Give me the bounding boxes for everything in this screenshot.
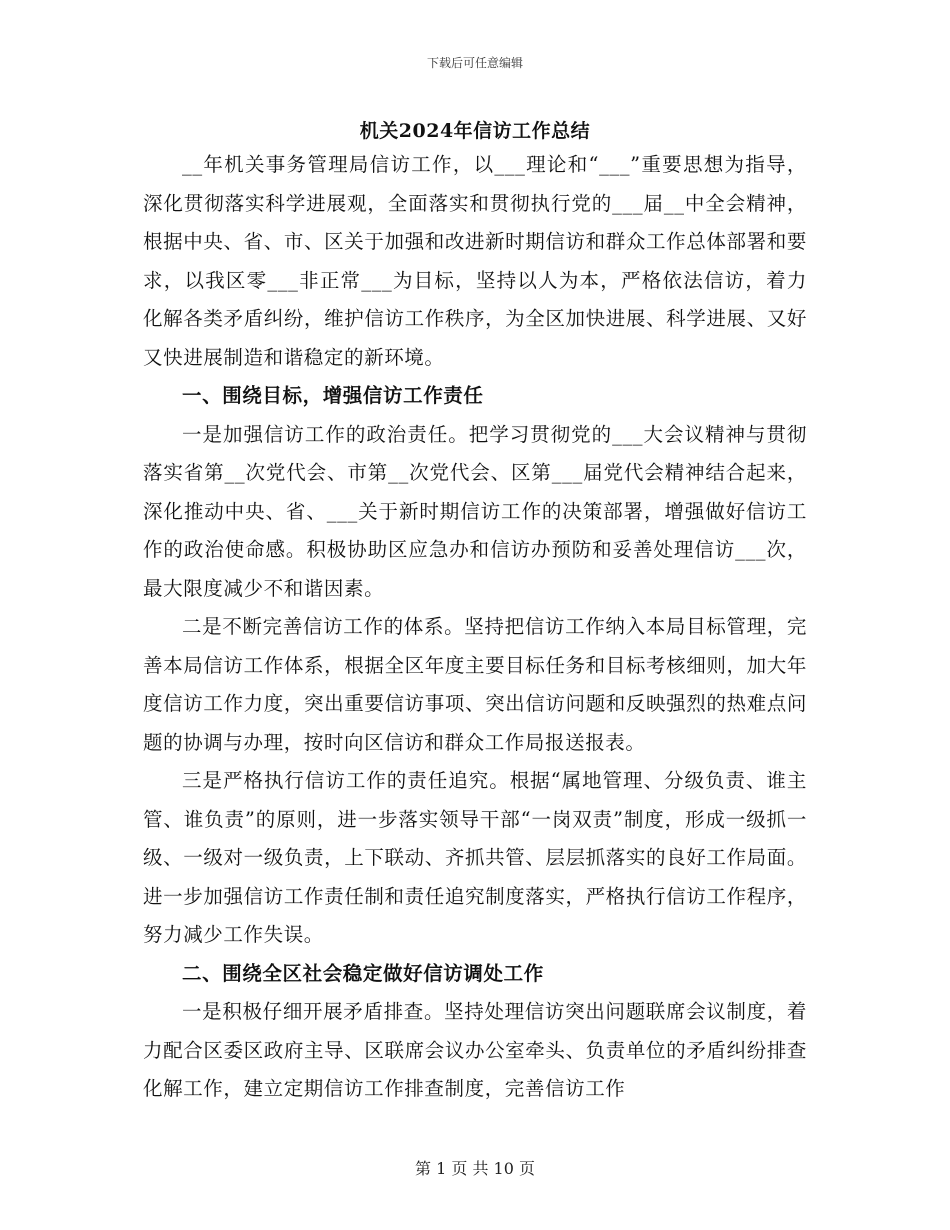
section-heading-2: 二、围绕全区社会稳定做好信访调处工作 — [182, 961, 544, 985]
paragraph-1-1: 一是加强信访工作的政治责任。把学习贯彻党的___大会议精神与贯彻落实省第__次党代会、市第__次党代会、区第___届党代会精神结合起来，深化推动中央、省、___关于新时期信访工作的决策部署，增强做好信访工作的政治使命感。积极协助区应急办和信访办预防和妥善处理信访___次，最大限度减少不和谐因素。 — [143, 422, 807, 600]
section-heading-1: 一、围绕目标，增强信访工作责任 — [182, 384, 484, 407]
paragraph-1-3: 三是严格执行信访工作的责任追究。根据“属地管理、分级负责、谁主管、谁负责”的原则，进一步落实领导干部“一岗双责”制度，形成一级抓一级、一级对一级负责，上下联动、齐抓共管、层层抓落实的良好工作局面。进一步加强信访工作责任制和责任追究制度落实，严格执行信访工作程序，努力减少工作失误。 — [143, 769, 807, 946]
paragraph-2-1: 一是积极仔细开展矛盾排查。坚持处理信访突出问题联席会议制度，着力配合区委区政府主导、区联席会议办公室牵头、负责单位的矛盾纠纷排查化解工作，建立定期信访工作排查制度，完善信访工作 — [143, 1000, 807, 1100]
page-number: 第 1 页 共 10 页 — [415, 1159, 535, 1178]
page-header-note: 下载后可任意编辑 — [426, 56, 523, 70]
paragraph-1-2: 二是不断完善信访工作的体系。坚持把信访工作纳入本局目标管理，完善本局信访工作体系，根据全区年度主要目标任务和目标考核细则，加大年度信访工作力度，突出重要信访事项、突出信访问题和反映强烈的热难点问题的协调与办理，按时向区信访和群众工作局报送报表。 — [143, 615, 807, 754]
document-title: 机关2024年信访工作总结 — [359, 120, 591, 142]
paragraph-intro: __年机关事务管理局信访工作，以___理论和“___”重要思想为指导，深化贯彻落实科学进展观，全面落实和贯彻执行党的___届__中全会精神，根据中央、省、市、区关于加强和改进新时期信访和群众工作总体部署和要求，以我区零___非正常___为目标，坚持以人为本，严格依法信访，着力化解各类矛盾纠纷，维护信访工作秩序，为全区加快进展、科学进展、又好又快进展制造和谐稳定的新环境。 — [143, 153, 807, 369]
document-body — [143, 146, 807, 1109]
